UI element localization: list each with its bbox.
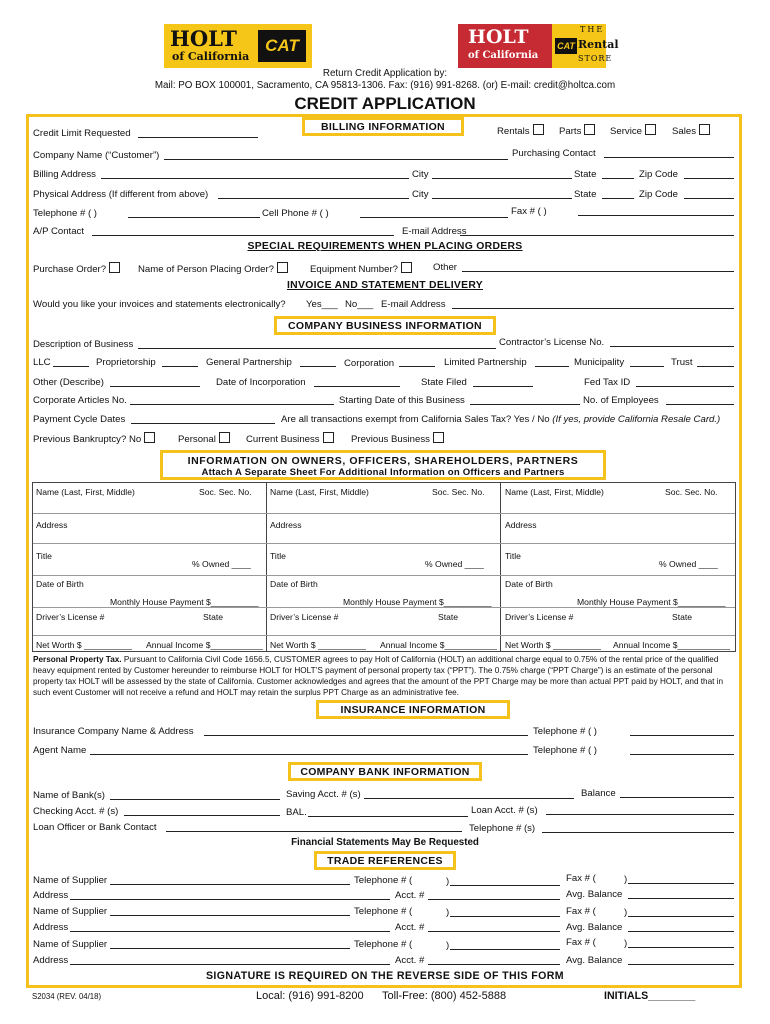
other-describe-field[interactable] [110, 386, 200, 387]
logo-holt-text: HOLT [468, 26, 529, 48]
electronic-invoice-question: Would you like your invoices and statements electronically? [33, 299, 286, 310]
corporate-articles-field[interactable] [130, 404, 334, 405]
contractor-license-label: Contractor’s License No. [499, 337, 605, 348]
supplier1-acct-field[interactable] [428, 899, 560, 900]
credit-limit-label: Credit Limit Requested [33, 128, 131, 139]
special-other-field[interactable] [462, 271, 734, 272]
saving-balance-field[interactable] [620, 797, 734, 798]
personal-checkbox[interactable] [219, 432, 230, 443]
billing-section-header: BILLING INFORMATION [302, 117, 464, 136]
supplier1-name-label: Name of Supplier [33, 875, 108, 886]
checking-acct-field[interactable] [124, 815, 280, 816]
holt-of-california-cat-logo [164, 24, 312, 68]
employees-field[interactable] [666, 404, 734, 405]
electronic-no-option[interactable]: No___ [345, 299, 374, 310]
supplier2-avg-balance-field[interactable] [628, 931, 734, 932]
resale-card-note: (If yes, provide California Resale Card.) [552, 414, 721, 425]
owner1-title-label: Title [36, 551, 52, 561]
supplier2-fax-field[interactable] [628, 916, 734, 917]
owner2-license-label: Driver’s License # [270, 612, 339, 622]
fed-tax-id-label: Fed Tax ID [584, 377, 631, 388]
purchase-order-label: Purchase Order? [33, 264, 107, 275]
trust-field[interactable] [697, 366, 734, 367]
owner2-address-label: Address [270, 520, 302, 530]
date-incorporation-field[interactable] [314, 386, 400, 387]
supplier3-avg-balance-field[interactable] [628, 964, 734, 965]
supplier2-telephone-field[interactable] [450, 916, 560, 917]
supplier1-telephone-close: ) [446, 876, 450, 887]
owner2-house-payment-label: Monthly House Payment $__________ [343, 597, 492, 607]
supplier3-address-field[interactable] [70, 964, 390, 965]
agent-name-label: Agent Name [33, 745, 87, 756]
owner3-name-label: Name (Last, First, Middle) [505, 487, 604, 497]
llc-field[interactable] [53, 366, 89, 367]
physical-city-field[interactable] [432, 198, 572, 199]
sales-tax-exempt-question [281, 414, 720, 425]
supplier3-telephone-field[interactable] [450, 949, 560, 950]
person-placing-order-checkbox[interactable] [277, 262, 288, 273]
municipality-label: Municipality [574, 357, 625, 368]
supplier3-avg-balance-label: Avg. Balance [566, 955, 623, 966]
supplier3-fax-close: ) [624, 938, 628, 949]
ppt-text: Pursuant to California Civil Code 1656.5, CUSTOMER agrees to pay Holt of California (HOLT) an additional charge equal to 0.75% of the rental price of the qualified heavy equipment rented by Customer hereunder to reimburse HOLT for HOLT’S payment of personal property tax (“PPT”). The 0.75% charge (“PPT Charge”) is an estimate of the personal property tax HOLT will be assessed by the state of California. Customer acknowledges and agrees that the amount of the PPT Charge may be more than actual PPT paid by HOLT, and that in such event Customer will not receive a refund and HOLT may retain the surplus PPT Charge as an administrative fee. [33, 655, 724, 697]
owners-row-divider [33, 543, 735, 544]
supplier2-telephone-label: Telephone # ( [354, 906, 413, 917]
municipality-field[interactable] [630, 366, 664, 367]
personal-property-tax-paragraph [33, 654, 736, 698]
equipment-number-option[interactable] [310, 262, 412, 275]
current-business-label: Current Business [246, 434, 320, 445]
general-partnership-label: General Partnership [206, 357, 292, 368]
owner2-net-worth-label: Net Worth $ __________ [270, 640, 366, 650]
service-label: Service [610, 126, 642, 137]
bank-name-label: Name of Bank(s) [33, 790, 105, 801]
personal-label: Personal [178, 434, 216, 445]
owner1-name-label: Name (Last, First, Middle) [36, 487, 135, 497]
owner2-name-label: Name (Last, First, Middle) [270, 487, 369, 497]
physical-city-label: City [412, 189, 429, 200]
supplier2-fax-label: Fax # ( [566, 906, 596, 917]
corporate-articles-label: Corporate Articles No. [33, 395, 127, 406]
physical-state-label: State [574, 189, 597, 200]
owner3-house-payment-label: Monthly House Payment $__________ [577, 597, 726, 607]
supplier2-fax-close: ) [624, 907, 628, 918]
limited-partnership-label: Limited Partnership [444, 357, 527, 368]
owner3-license-label: Driver’s License # [505, 612, 574, 622]
cell-phone-field[interactable] [360, 217, 508, 218]
logo-rental-text: Rental [578, 38, 619, 51]
fax-label: Fax # ( ) [511, 206, 547, 217]
bankruptcy-no-option[interactable] [33, 432, 155, 445]
owner1-net-worth-label: Net Worth $ __________ [36, 640, 132, 650]
ppt-heading: Personal Property Tax. [33, 655, 122, 664]
billing-email-field[interactable] [460, 235, 734, 236]
loan-acct-field[interactable] [546, 814, 734, 815]
owner2-dob-label: Date of Birth [270, 579, 318, 589]
logo-of-california-text: of California [468, 50, 539, 61]
general-partnership-field[interactable] [300, 366, 336, 367]
logo-cat-mark: CAT [258, 30, 306, 62]
form-number: S2034 (REV. 04/18) [32, 992, 102, 1001]
supplier1-avg-balance-label: Avg. Balance [566, 889, 623, 900]
bank-telephone-label: Telephone # (s) [469, 823, 536, 834]
corporation-field[interactable] [399, 366, 435, 367]
supplier3-fax-field[interactable] [628, 947, 734, 948]
owner3-net-worth-label: Net Worth $ __________ [505, 640, 601, 650]
supplier3-name-field[interactable] [110, 948, 350, 949]
saving-acct-label: Saving Acct. # (s) [286, 789, 361, 800]
insurance-company-field[interactable] [204, 735, 528, 736]
insurance-company-label: Insurance Company Name & Address [33, 726, 194, 737]
toll-free-phone: Toll-Free: (800) 452-5888 [382, 990, 507, 1002]
logo-the-text: THE [580, 25, 605, 34]
supplier2-acct-field[interactable] [428, 931, 560, 932]
service-option[interactable] [610, 124, 656, 137]
billing-zip-field[interactable] [684, 178, 734, 179]
purchase-order-option[interactable] [33, 262, 120, 275]
checking-bal-field[interactable] [308, 816, 468, 817]
supplier1-address-field[interactable] [70, 899, 390, 900]
payment-cycle-label: Payment Cycle Dates [33, 414, 126, 425]
initials-field[interactable]: INITIALS________ [604, 990, 696, 1002]
employees-label: No. of Employees [583, 395, 659, 406]
owner2-ssn-label: Soc. Sec. No. [432, 487, 485, 497]
credit-limit-field[interactable] [138, 137, 258, 138]
insurance-telephone-field[interactable] [630, 735, 734, 736]
physical-address-label: Physical Address (If different from above) [33, 189, 209, 200]
bankruptcy-no-checkbox[interactable] [144, 432, 155, 443]
corporation-label: Corporation [344, 358, 395, 369]
owners-row-divider [33, 575, 735, 576]
limited-partnership-field[interactable] [535, 366, 569, 367]
billing-email-label: E-mail Address [402, 226, 467, 237]
supplier1-avg-balance-field[interactable] [628, 898, 734, 899]
special-other-label: Other [433, 262, 457, 273]
supplier1-acct-label: Acct. # [395, 890, 425, 901]
parts-option[interactable] [559, 124, 595, 137]
starting-date-field[interactable] [470, 404, 580, 405]
supplier3-address-label: Address [33, 955, 69, 966]
loan-acct-label: Loan Acct. # (s) [471, 805, 538, 816]
sales-option[interactable] [672, 124, 710, 137]
proprietorship-label: Proprietorship [96, 357, 156, 368]
owner1-dob-label: Date of Birth [36, 579, 84, 589]
checking-acct-label: Checking Acct. # (s) [33, 806, 119, 817]
ap-contact-field[interactable] [92, 235, 394, 236]
owner2-owned-label: % Owned ____ [425, 559, 484, 569]
description-business-field[interactable] [138, 348, 496, 349]
ap-contact-label: A/P Contact [33, 226, 85, 237]
supplier1-telephone-field[interactable] [450, 885, 560, 886]
supplier3-acct-label: Acct. # [395, 955, 425, 966]
invoice-email-label: E-mail Address [381, 299, 446, 310]
owner3-title-label: Title [505, 551, 521, 561]
owner1-ssn-label: Soc. Sec. No. [199, 487, 252, 497]
return-line: Return Credit Application by: [322, 68, 448, 79]
owners-row-divider [33, 513, 735, 514]
bank-section-header: COMPANY BANK INFORMATION [288, 762, 482, 781]
supplier3-telephone-label: Telephone # ( [354, 939, 413, 950]
description-business-label: Description of Business [33, 339, 134, 350]
owner3-ssn-label: Soc. Sec. No. [665, 487, 718, 497]
owner3-address-label: Address [505, 520, 537, 530]
sales-tax-exempt-label: Are all transactions exempt from California Sales Tax? Yes / No [281, 414, 550, 425]
company-name-field[interactable] [164, 159, 508, 160]
owners-header-title: INFORMATION ON OWNERS, OFFICERS, SHAREHOLDERS, PARTNERS [187, 455, 579, 467]
insurance-section-header: INSURANCE INFORMATION [316, 700, 510, 719]
equipment-number-label: Equipment Number? [310, 264, 398, 275]
owner1-license-label: Driver’s License # [36, 612, 105, 622]
owner2-title-label: Title [270, 551, 286, 561]
owner1-house-payment-label: Monthly House Payment $__________ [110, 597, 259, 607]
invoice-delivery-header: INVOICE AND STATEMENT DELIVERY [286, 280, 484, 291]
service-checkbox[interactable] [645, 124, 656, 135]
owners-column-divider [500, 483, 501, 651]
state-filed-field[interactable] [473, 386, 533, 387]
person-placing-order-option[interactable] [138, 262, 288, 275]
mail-line: Mail: PO BOX 100001, Sacramento, CA 95813-1306. Fax: (916) 991-8268. (or) E-mail: credit@holtca.com [154, 80, 616, 91]
owner1-annual-income-label: Annual Income $___________ [146, 640, 264, 650]
saving-balance-label: Balance [581, 788, 616, 799]
supplier3-acct-field[interactable] [428, 964, 560, 965]
previous-business-option[interactable] [351, 432, 444, 445]
owner1-address-label: Address [36, 520, 68, 530]
signature-required-notice: SIGNATURE IS REQUIRED ON THE REVERSE SIDE OF THIS FORM [205, 970, 565, 982]
sales-label: Sales [672, 126, 696, 137]
billing-address-label: Billing Address [33, 169, 96, 180]
physical-zip-field[interactable] [684, 198, 734, 199]
logo-rental-store-panel [552, 24, 619, 68]
supplier2-address-field[interactable] [70, 931, 390, 932]
supplier2-name-field[interactable] [110, 915, 350, 916]
fax-field[interactable] [578, 215, 734, 216]
proprietorship-field[interactable] [162, 366, 198, 367]
bank-name-field[interactable] [110, 799, 280, 800]
owner3-state-label: State [672, 612, 693, 622]
agent-name-field[interactable] [90, 754, 528, 755]
owner1-owned-label: % Owned ____ [192, 559, 251, 569]
supplier1-fax-label: Fax # ( [566, 873, 596, 884]
billing-state-label: State [574, 169, 597, 180]
special-requirements-header: SPECIAL REQUIREMENTS WHEN PLACING ORDERS [247, 241, 523, 252]
supplier3-telephone-close: ) [446, 940, 450, 951]
billing-zip-label: Zip Code [639, 169, 678, 180]
local-phone: Local: (916) 991-8200 [256, 990, 364, 1002]
physical-state-field[interactable] [602, 198, 634, 199]
physical-address-field[interactable] [218, 198, 409, 199]
supplier3-fax-label: Fax # ( [566, 937, 596, 948]
rentals-checkbox[interactable] [533, 124, 544, 135]
agent-telephone-field[interactable] [630, 754, 734, 755]
current-business-checkbox[interactable] [323, 432, 334, 443]
payment-cycle-field[interactable] [131, 423, 275, 424]
purchasing-contact-field[interactable] [604, 157, 734, 158]
supplier3-name-label: Name of Supplier [33, 939, 108, 950]
cell-phone-label: Cell Phone # ( ) [262, 208, 329, 219]
owners-table [32, 482, 736, 652]
supplier1-name-field[interactable] [110, 884, 350, 885]
previous-business-checkbox[interactable] [433, 432, 444, 443]
rentals-option[interactable] [497, 124, 544, 137]
supplier2-telephone-close: ) [446, 907, 450, 918]
bank-telephone-field[interactable] [542, 832, 734, 833]
purchase-order-checkbox[interactable] [109, 262, 120, 273]
equipment-number-checkbox[interactable] [401, 262, 412, 273]
insurance-telephone-label: Telephone # ( ) [533, 726, 597, 737]
purchasing-contact-label: Purchasing Contact [512, 148, 596, 159]
checking-bal-label: BAL. [286, 807, 307, 818]
rentals-label: Rentals [497, 126, 530, 137]
billing-state-field[interactable] [602, 178, 634, 179]
current-business-option[interactable] [246, 432, 334, 445]
llc-label: LLC [33, 357, 51, 368]
supplier2-name-label: Name of Supplier [33, 906, 108, 917]
physical-zip-label: Zip Code [639, 189, 678, 200]
logo-holt-text: HOLT [170, 26, 237, 51]
trust-label: Trust [671, 357, 693, 368]
starting-date-label: Starting Date of this Business [339, 395, 465, 406]
owner2-state-label: State [438, 612, 459, 622]
company-name-label: Company Name (“Customer”) [33, 150, 160, 161]
parts-checkbox[interactable] [584, 124, 595, 135]
electronic-yes-option[interactable]: Yes___ [306, 299, 338, 310]
telephone-label: Telephone # ( ) [33, 208, 97, 219]
telephone-field[interactable] [128, 217, 260, 218]
billing-city-field[interactable] [432, 178, 572, 179]
logo-of-california-text: of California [172, 50, 250, 63]
owners-header-subtitle: Attach A Separate Sheet For Additional Information on Officers and Partners [201, 467, 565, 478]
owners-row-divider [33, 635, 735, 636]
person-placing-order-label: Name of Person Placing Order? [138, 264, 274, 275]
personal-option[interactable] [178, 432, 230, 445]
owner3-dob-label: Date of Birth [505, 579, 553, 589]
billing-address-field[interactable] [101, 178, 409, 179]
company-business-header: COMPANY BUSINESS INFORMATION [274, 316, 496, 335]
supplier1-telephone-label: Telephone # ( [354, 875, 413, 886]
previous-business-label: Previous Business [351, 434, 430, 445]
other-describe-label: Other (Describe) [33, 377, 104, 388]
logo-store-text: STORE [578, 54, 613, 63]
agent-telephone-label: Telephone # ( ) [533, 745, 597, 756]
supplier1-fax-field[interactable] [628, 883, 734, 884]
holt-rental-store-logo [458, 24, 619, 68]
contractor-license-field[interactable] [610, 346, 734, 347]
supplier2-avg-balance-label: Avg. Balance [566, 922, 623, 933]
saving-acct-field[interactable] [364, 798, 574, 799]
supplier1-address-label: Address [33, 890, 69, 901]
fed-tax-id-field[interactable] [636, 386, 734, 387]
owner1-state-label: State [203, 612, 224, 622]
financial-statements-note: Financial Statements May Be Requested [291, 837, 479, 848]
owners-section-header [160, 450, 606, 480]
date-incorporation-label: Date of Incorporation [216, 377, 306, 388]
owners-column-divider [266, 483, 267, 651]
owner3-owned-label: % Owned ____ [659, 559, 718, 569]
bankruptcy-label: Previous Bankruptcy? No [33, 434, 142, 445]
supplier2-address-label: Address [33, 922, 69, 933]
owner3-annual-income-label: Annual Income $___________ [613, 640, 731, 650]
invoice-email-field[interactable] [452, 308, 734, 309]
supplier1-fax-close: ) [624, 874, 628, 885]
sales-checkbox[interactable] [699, 124, 710, 135]
page-title: CREDIT APPLICATION [294, 94, 476, 113]
loan-officer-field[interactable] [166, 831, 462, 832]
parts-label: Parts [559, 126, 582, 137]
loan-officer-label: Loan Officer or Bank Contact [33, 822, 157, 833]
owner2-annual-income-label: Annual Income $___________ [380, 640, 498, 650]
billing-city-label: City [412, 169, 429, 180]
state-filed-label: State Filed [421, 377, 467, 388]
supplier2-acct-label: Acct. # [395, 922, 425, 933]
trade-references-header: TRADE REFERENCES [314, 851, 456, 870]
logo-cat-mark: CAT [555, 38, 577, 54]
